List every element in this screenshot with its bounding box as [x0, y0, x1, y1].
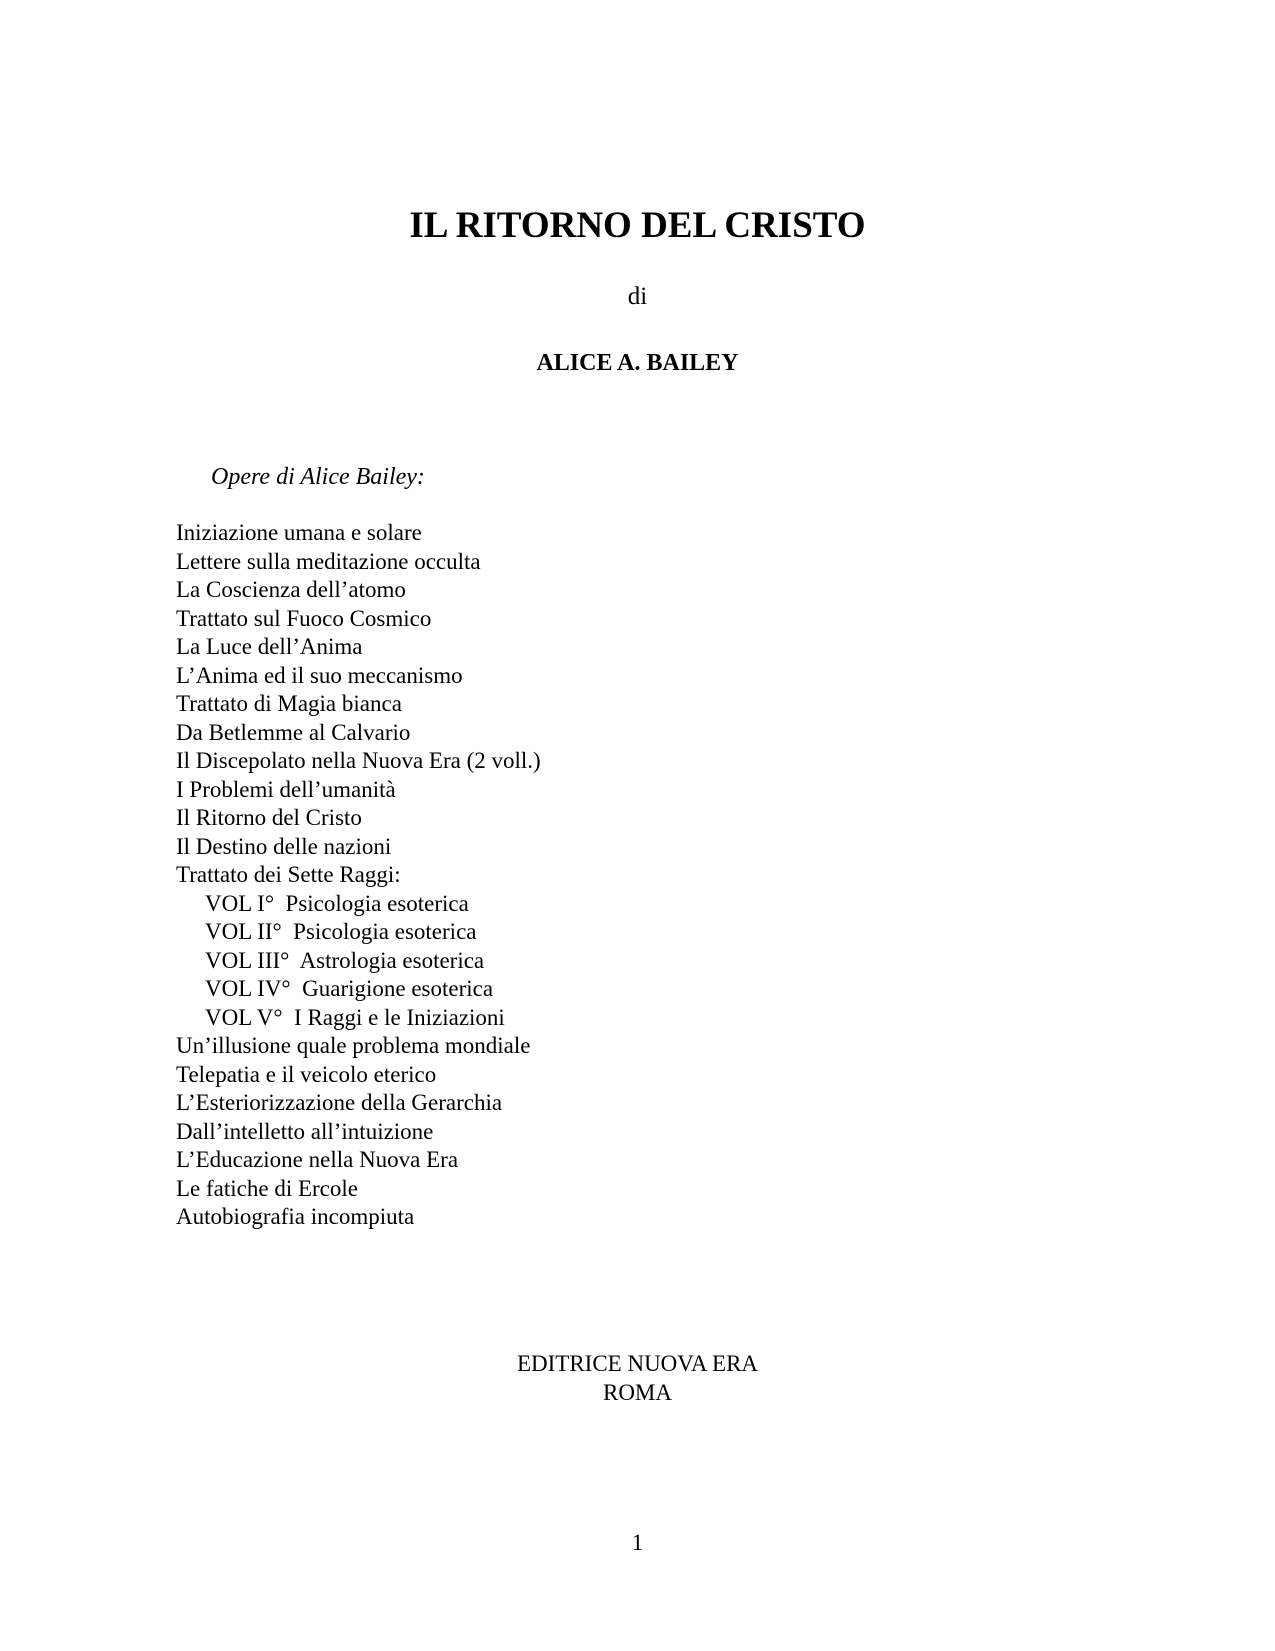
- works-list-item: Trattato dei Sette Raggi:: [176, 862, 401, 887]
- publisher-name: EDITRICE NUOVA ERA: [516, 1351, 759, 1376]
- works-list-item: Trattato di Magia bianca: [176, 691, 402, 716]
- works-list-item: Il Destino delle nazioni: [176, 833, 392, 859]
- works-list-item: Dall’intelletto all’intuizione: [176, 1118, 434, 1144]
- works-list-item: L’Educazione nella Nuova Era: [176, 1147, 459, 1172]
- works-list-item: I Problemi dell’umanità: [176, 776, 396, 802]
- works-list-item: Telepatia e il veicolo eterico: [176, 1061, 437, 1087]
- publisher-block: [0, 1349, 1275, 1407]
- works-list: [176, 519, 541, 1232]
- publisher-city: ROMA: [602, 1380, 672, 1405]
- works-list-item: Il Ritorno del Cristo: [176, 805, 362, 830]
- works-list-item: Trattato sul Fuoco Cosmico: [176, 605, 432, 631]
- works-list-item: La Luce dell’Anima: [176, 634, 363, 659]
- page-number: 1: [631, 1530, 644, 1555]
- works-heading: Opere di Alice Bailey:: [211, 464, 425, 490]
- works-list-item: VOL II° Psicologia esoterica: [205, 919, 477, 944]
- works-list-item: Autobiografia incompiuta: [176, 1204, 415, 1229]
- works-list-item: VOL V° I Raggi e le Iniziazioni: [205, 1004, 505, 1030]
- book-title: IL RITORNO DEL CRISTO: [409, 205, 866, 246]
- works-list-item: La Coscienza dell’atomo: [176, 577, 406, 602]
- by-line: di: [627, 283, 648, 310]
- works-list-item: L’Anima ed il suo meccanismo: [176, 662, 463, 688]
- works-list-item: Da Betlemme al Calvario: [176, 719, 411, 745]
- works-list-item: Il Discepolato nella Nuova Era (2 voll.): [176, 748, 541, 773]
- author-name: ALICE A. BAILEY: [536, 350, 739, 376]
- works-list-item: Le fatiche di Ercole: [176, 1175, 358, 1201]
- works-list-item: Iniziazione umana e solare: [176, 520, 422, 545]
- works-list-item: VOL I° Psicologia esoterica: [205, 890, 469, 916]
- works-list-item: L’Esteriorizzazione della Gerarchia: [176, 1090, 503, 1115]
- works-list-item: VOL IV° Guarigione esoterica: [205, 976, 494, 1001]
- works-list-item: VOL III° Astrologia esoterica: [205, 947, 485, 973]
- works-list-item: Un’illusione quale problema mondiale: [176, 1033, 531, 1058]
- works-list-item: Lettere sulla meditazione occulta: [176, 548, 481, 574]
